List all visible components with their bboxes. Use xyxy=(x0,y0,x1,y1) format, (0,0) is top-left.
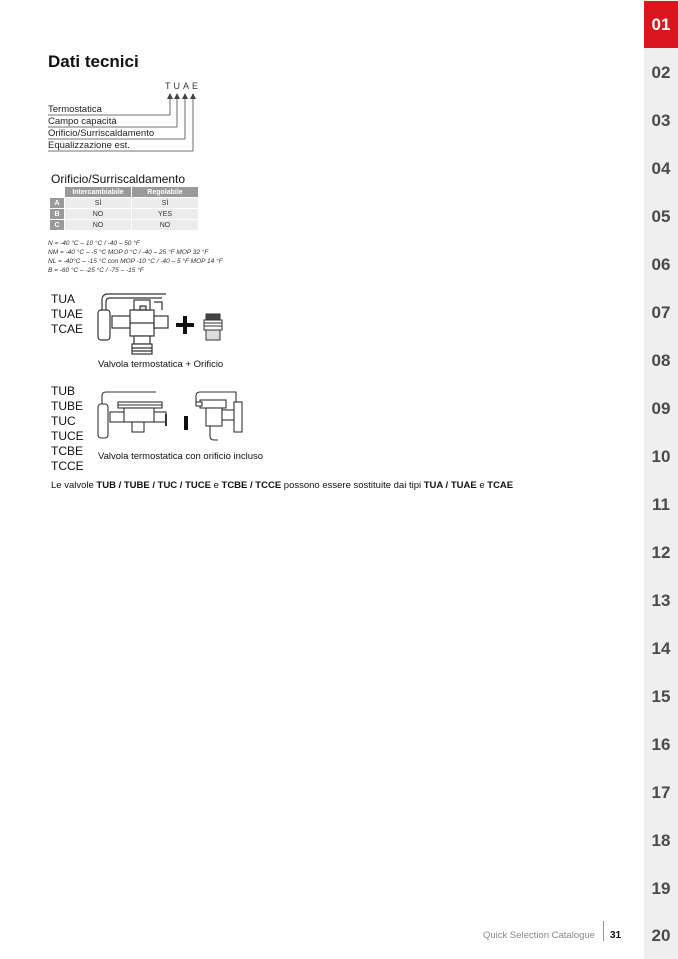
orifice-table xyxy=(49,186,199,231)
range-note-nl: NL = -40°C – -15 °C con MOP -10 °C / -40 – 5 °F MOP 14 °F xyxy=(48,258,223,265)
column-header-adjustable: Regolabile xyxy=(132,187,198,197)
model-label: TCBE xyxy=(51,444,84,458)
chapter-tab-08[interactable]: 08 xyxy=(651,350,671,370)
chapter-tab-01[interactable]: 01 xyxy=(644,1,678,48)
type-code: TUAE xyxy=(165,81,202,91)
model-label: TUCE xyxy=(51,429,84,443)
table-cell: SÌ xyxy=(65,198,131,208)
valve-included-orifice-drawing xyxy=(96,388,256,446)
footer-catalogue-label: Quick Selection Catalogue xyxy=(483,930,595,941)
table-cell: NO xyxy=(65,209,131,219)
chapter-tab-12[interactable]: 12 xyxy=(651,542,671,562)
page-title: Dati tecnici xyxy=(48,52,139,71)
chapter-tab-06[interactable]: 06 xyxy=(651,254,671,274)
table-row xyxy=(50,220,198,230)
model-label: TUC xyxy=(51,414,76,428)
replacement-statement: Le valvole TUB / TUBE / TUC / TUCE e TCBE / TCCE possono essere sostituite dai tipi TUA / TUAE e TCAE xyxy=(51,480,514,491)
model-label: TUAE xyxy=(51,307,84,321)
chapter-tab-04[interactable]: 04 xyxy=(651,158,671,178)
chapter-tab-13[interactable]: 13 xyxy=(651,590,671,610)
table-row xyxy=(50,198,198,208)
column-header-interchangeable: Intercambiabile xyxy=(65,187,131,197)
legend-thermostatic: Termostatica xyxy=(48,104,102,115)
table-cell: SÌ xyxy=(132,198,198,208)
chapter-tab-20[interactable]: 20 xyxy=(651,925,671,945)
row-label: A xyxy=(50,198,64,208)
row-label: B xyxy=(50,209,64,219)
model-label: TCCE xyxy=(51,459,84,473)
chapter-tab-11[interactable]: 11 xyxy=(652,494,670,514)
chapter-tab-19[interactable]: 19 xyxy=(651,878,671,898)
model-label: TUBE xyxy=(51,399,84,413)
page-number: 31 xyxy=(610,930,622,941)
model-label: TCAE xyxy=(51,322,84,336)
table-cell: NO xyxy=(132,220,198,230)
legend-orifice: Orificio/Surriscaldamento xyxy=(48,128,155,139)
chapter-tab-03[interactable]: 03 xyxy=(651,110,671,130)
chapter-tab-07[interactable]: 07 xyxy=(651,302,671,322)
table-cell: YES xyxy=(132,209,198,219)
range-note-n: N = -40 °C – 10 °C / -40 – 50 °F xyxy=(48,240,140,247)
orifice-section-title: Orificio/Surriscaldamento xyxy=(51,172,186,186)
chapter-tab-17[interactable]: 17 xyxy=(651,782,671,802)
chapter-tab-16[interactable]: 16 xyxy=(651,734,671,754)
chapter-tab-09[interactable]: 09 xyxy=(651,398,671,418)
chapter-tab-10[interactable]: 10 xyxy=(651,446,671,466)
table-row xyxy=(50,209,198,219)
chapter-tab-15[interactable]: 15 xyxy=(651,686,671,706)
chapter-tabs xyxy=(644,0,678,959)
model-label: TUB xyxy=(51,384,75,398)
chapter-tab-05[interactable]: 05 xyxy=(651,206,671,226)
range-note-nm: NM = -40 °C – -5 °C MOP 0 °C / -40 – 25 °F MOP 32 °F xyxy=(48,249,209,256)
range-note-b: B = -60 °C – -25 °C / -75 – -15 °F xyxy=(48,267,144,274)
group2-caption: Valvola termostatica con orificio incluso xyxy=(98,451,264,462)
chapter-tab-14[interactable]: 14 xyxy=(651,638,671,658)
legend-capacity-range: Campo capacità xyxy=(48,116,117,127)
table-cell: NO xyxy=(65,220,131,230)
group1-caption: Valvola termostatica + Orificio xyxy=(98,359,224,370)
valve-orifice-drawing xyxy=(96,288,246,362)
chapter-tab-18[interactable]: 18 xyxy=(651,830,671,850)
footer-divider xyxy=(603,921,604,941)
row-label: C xyxy=(50,220,64,230)
legend-external-equalization: Equalizzazione est. xyxy=(48,140,130,151)
chapter-tab-02[interactable]: 02 xyxy=(651,62,671,82)
model-label: TUA xyxy=(51,292,75,306)
